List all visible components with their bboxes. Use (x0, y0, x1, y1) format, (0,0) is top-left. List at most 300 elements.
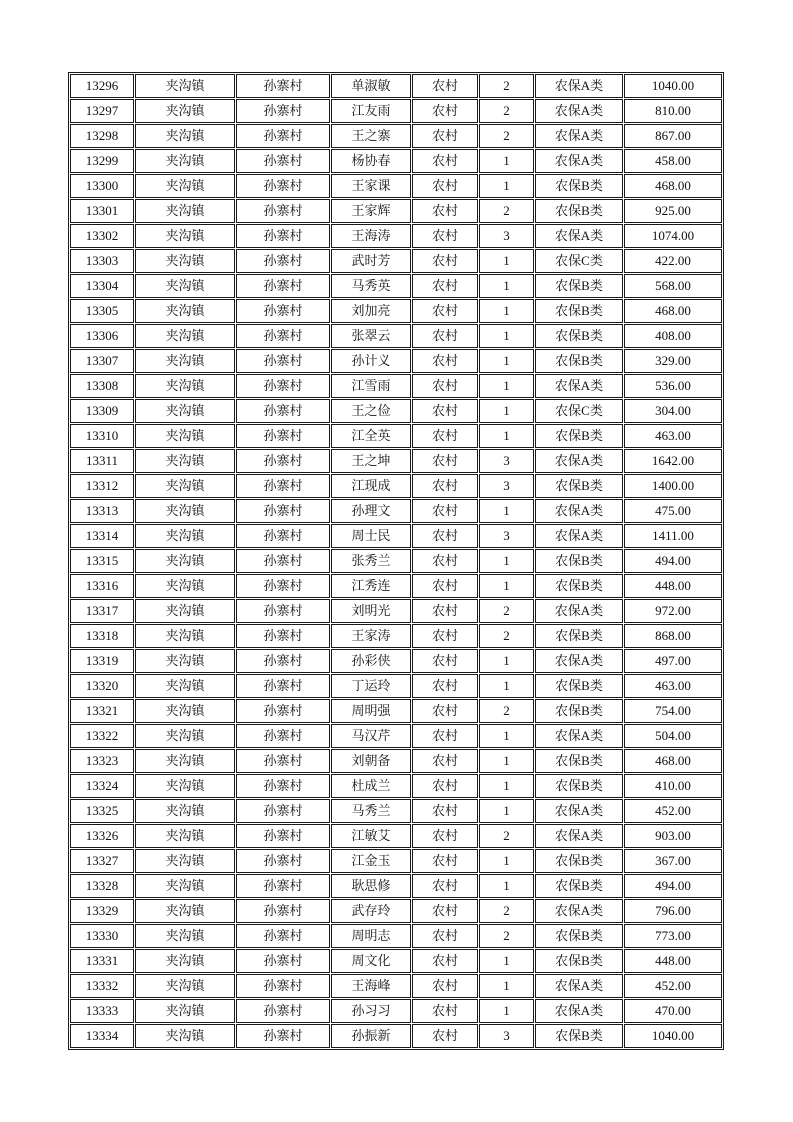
cell-person-count: 1 (479, 299, 534, 323)
cell-village: 孙寨村 (236, 274, 330, 298)
cell-residence-type: 农村 (412, 324, 478, 348)
cell-insurance-category: 农保B类 (535, 574, 623, 598)
cell-person-name: 王家辉 (331, 199, 411, 223)
cell-person-name: 周文化 (331, 949, 411, 973)
cell-village: 孙寨村 (236, 99, 330, 123)
cell-residence-type: 农村 (412, 99, 478, 123)
cell-record-id: 13327 (70, 849, 134, 873)
cell-record-id: 13312 (70, 474, 134, 498)
cell-person-name: 刘明光 (331, 599, 411, 623)
table-row (70, 324, 722, 348)
table-row (70, 699, 722, 723)
cell-insurance-category: 农保B类 (535, 699, 623, 723)
cell-insurance-category: 农保A类 (535, 649, 623, 673)
cell-person-count: 1 (479, 674, 534, 698)
cell-person-name: 孙计义 (331, 349, 411, 373)
cell-village: 孙寨村 (236, 249, 330, 273)
cell-person-name: 王之坤 (331, 449, 411, 473)
cell-town: 夹沟镇 (135, 449, 235, 473)
cell-insurance-category: 农保B类 (535, 874, 623, 898)
cell-insurance-category: 农保B类 (535, 299, 623, 323)
table-row (70, 499, 722, 523)
table-row (70, 849, 722, 873)
cell-insurance-category: 农保A类 (535, 974, 623, 998)
cell-residence-type: 农村 (412, 699, 478, 723)
cell-person-count: 1 (479, 374, 534, 398)
cell-person-name: 江全英 (331, 424, 411, 448)
cell-town: 夹沟镇 (135, 599, 235, 623)
cell-town: 夹沟镇 (135, 249, 235, 273)
cell-residence-type: 农村 (412, 349, 478, 373)
cell-village: 孙寨村 (236, 649, 330, 673)
cell-residence-type: 农村 (412, 849, 478, 873)
cell-person-count: 1 (479, 574, 534, 598)
cell-record-id: 13315 (70, 549, 134, 573)
cell-person-name: 丁运玲 (331, 674, 411, 698)
cell-person-count: 1 (479, 974, 534, 998)
cell-person-name: 武存玲 (331, 899, 411, 923)
cell-record-id: 13311 (70, 449, 134, 473)
cell-town: 夹沟镇 (135, 124, 235, 148)
cell-record-id: 13329 (70, 899, 134, 923)
cell-record-id: 13296 (70, 74, 134, 98)
cell-insurance-category: 农保B类 (535, 274, 623, 298)
cell-insurance-category: 农保A类 (535, 124, 623, 148)
cell-amount: 494.00 (624, 549, 722, 573)
cell-insurance-category: 农保B类 (535, 849, 623, 873)
table-row (70, 824, 722, 848)
cell-residence-type: 农村 (412, 924, 478, 948)
cell-village: 孙寨村 (236, 499, 330, 523)
cell-amount: 568.00 (624, 274, 722, 298)
cell-town: 夹沟镇 (135, 774, 235, 798)
table-row (70, 974, 722, 998)
cell-amount: 452.00 (624, 799, 722, 823)
cell-record-id: 13317 (70, 599, 134, 623)
cell-village: 孙寨村 (236, 749, 330, 773)
cell-amount: 536.00 (624, 374, 722, 398)
cell-town: 夹沟镇 (135, 374, 235, 398)
cell-town: 夹沟镇 (135, 324, 235, 348)
cell-person-count: 1 (479, 149, 534, 173)
cell-person-name: 杨协春 (331, 149, 411, 173)
cell-insurance-category: 农保A类 (535, 374, 623, 398)
cell-record-id: 13323 (70, 749, 134, 773)
cell-record-id: 13305 (70, 299, 134, 323)
cell-amount: 468.00 (624, 174, 722, 198)
cell-insurance-category: 农保A类 (535, 99, 623, 123)
cell-village: 孙寨村 (236, 224, 330, 248)
cell-village: 孙寨村 (236, 424, 330, 448)
cell-town: 夹沟镇 (135, 399, 235, 423)
cell-record-id: 13304 (70, 274, 134, 298)
cell-record-id: 13314 (70, 524, 134, 548)
cell-insurance-category: 农保B类 (535, 174, 623, 198)
cell-town: 夹沟镇 (135, 799, 235, 823)
cell-residence-type: 农村 (412, 499, 478, 523)
cell-insurance-category: 农保B类 (535, 924, 623, 948)
cell-person-count: 1 (479, 174, 534, 198)
cell-village: 孙寨村 (236, 799, 330, 823)
cell-person-count: 1 (479, 349, 534, 373)
table-row (70, 1024, 722, 1048)
cell-person-name: 王之俭 (331, 399, 411, 423)
cell-person-count: 1 (479, 724, 534, 748)
cell-record-id: 13309 (70, 399, 134, 423)
cell-town: 夹沟镇 (135, 624, 235, 648)
cell-person-count: 1 (479, 999, 534, 1023)
cell-person-count: 2 (479, 924, 534, 948)
table-row (70, 224, 722, 248)
cell-person-name: 王之寨 (331, 124, 411, 148)
cell-insurance-category: 农保B类 (535, 199, 623, 223)
table-row (70, 574, 722, 598)
cell-person-count: 1 (479, 399, 534, 423)
cell-record-id: 13319 (70, 649, 134, 673)
cell-town: 夹沟镇 (135, 174, 235, 198)
cell-village: 孙寨村 (236, 324, 330, 348)
cell-insurance-category: 农保A类 (535, 224, 623, 248)
cell-insurance-category: 农保A类 (535, 824, 623, 848)
cell-record-id: 13303 (70, 249, 134, 273)
cell-village: 孙寨村 (236, 524, 330, 548)
cell-residence-type: 农村 (412, 824, 478, 848)
cell-village: 孙寨村 (236, 349, 330, 373)
cell-person-count: 2 (479, 899, 534, 923)
table-row (70, 474, 722, 498)
cell-town: 夹沟镇 (135, 924, 235, 948)
cell-town: 夹沟镇 (135, 724, 235, 748)
cell-record-id: 13331 (70, 949, 134, 973)
cell-town: 夹沟镇 (135, 649, 235, 673)
cell-person-name: 孙理文 (331, 499, 411, 523)
table-row (70, 799, 722, 823)
cell-person-name: 杜成兰 (331, 774, 411, 798)
cell-insurance-category: 农保B类 (535, 349, 623, 373)
cell-village: 孙寨村 (236, 624, 330, 648)
cell-town: 夹沟镇 (135, 974, 235, 998)
cell-person-name: 江金玉 (331, 849, 411, 873)
cell-insurance-category: 农保B类 (535, 324, 623, 348)
cell-record-id: 13307 (70, 349, 134, 373)
cell-person-count: 3 (479, 449, 534, 473)
cell-person-name: 江雪雨 (331, 374, 411, 398)
cell-village: 孙寨村 (236, 974, 330, 998)
cell-town: 夹沟镇 (135, 149, 235, 173)
table-row (70, 99, 722, 123)
cell-insurance-category: 农保A类 (535, 524, 623, 548)
cell-village: 孙寨村 (236, 724, 330, 748)
cell-person-count: 2 (479, 74, 534, 98)
cell-residence-type: 农村 (412, 1024, 478, 1048)
cell-record-id: 13320 (70, 674, 134, 698)
cell-person-name: 周明强 (331, 699, 411, 723)
table-row (70, 899, 722, 923)
cell-town: 夹沟镇 (135, 549, 235, 573)
cell-insurance-category: 农保A类 (535, 899, 623, 923)
cell-person-name: 周士民 (331, 524, 411, 548)
cell-insurance-category: 农保B类 (535, 749, 623, 773)
cell-town: 夹沟镇 (135, 99, 235, 123)
cell-insurance-category: 农保A类 (535, 999, 623, 1023)
cell-amount: 868.00 (624, 624, 722, 648)
cell-person-name: 单淑敏 (331, 74, 411, 98)
cell-residence-type: 农村 (412, 999, 478, 1023)
cell-person-count: 3 (479, 1024, 534, 1048)
cell-person-count: 3 (479, 224, 534, 248)
cell-amount: 773.00 (624, 924, 722, 948)
cell-amount: 329.00 (624, 349, 722, 373)
cell-insurance-category: 农保A类 (535, 599, 623, 623)
table-row (70, 949, 722, 973)
cell-insurance-category: 农保A类 (535, 799, 623, 823)
cell-amount: 458.00 (624, 149, 722, 173)
cell-person-count: 2 (479, 824, 534, 848)
cell-amount: 408.00 (624, 324, 722, 348)
cell-person-count: 2 (479, 99, 534, 123)
cell-insurance-category: 农保B类 (535, 949, 623, 973)
cell-town: 夹沟镇 (135, 224, 235, 248)
cell-person-name: 马秀兰 (331, 799, 411, 823)
cell-village: 孙寨村 (236, 949, 330, 973)
cell-amount: 1411.00 (624, 524, 722, 548)
cell-person-name: 张秀兰 (331, 549, 411, 573)
cell-village: 孙寨村 (236, 149, 330, 173)
cell-record-id: 13322 (70, 724, 134, 748)
cell-village: 孙寨村 (236, 1024, 330, 1048)
cell-town: 夹沟镇 (135, 574, 235, 598)
cell-amount: 1040.00 (624, 74, 722, 98)
cell-amount: 903.00 (624, 824, 722, 848)
cell-town: 夹沟镇 (135, 849, 235, 873)
cell-person-name: 武时芳 (331, 249, 411, 273)
cell-record-id: 13297 (70, 99, 134, 123)
cell-town: 夹沟镇 (135, 499, 235, 523)
cell-insurance-category: 农保B类 (535, 474, 623, 498)
payment-table-body (70, 74, 722, 1048)
cell-record-id: 13299 (70, 149, 134, 173)
cell-village: 孙寨村 (236, 824, 330, 848)
cell-village: 孙寨村 (236, 899, 330, 923)
cell-record-id: 13321 (70, 699, 134, 723)
cell-person-count: 1 (479, 249, 534, 273)
cell-residence-type: 农村 (412, 974, 478, 998)
cell-residence-type: 农村 (412, 749, 478, 773)
cell-town: 夹沟镇 (135, 474, 235, 498)
cell-record-id: 13308 (70, 374, 134, 398)
cell-person-count: 1 (479, 774, 534, 798)
cell-record-id: 13310 (70, 424, 134, 448)
table-row (70, 724, 722, 748)
cell-residence-type: 农村 (412, 524, 478, 548)
cell-village: 孙寨村 (236, 299, 330, 323)
cell-village: 孙寨村 (236, 574, 330, 598)
cell-insurance-category: 农保A类 (535, 724, 623, 748)
cell-amount: 1074.00 (624, 224, 722, 248)
cell-insurance-category: 农保B类 (535, 549, 623, 573)
cell-village: 孙寨村 (236, 74, 330, 98)
cell-record-id: 13328 (70, 874, 134, 898)
cell-person-count: 2 (479, 699, 534, 723)
table-row (70, 599, 722, 623)
cell-village: 孙寨村 (236, 674, 330, 698)
cell-insurance-category: 农保B类 (535, 624, 623, 648)
cell-amount: 497.00 (624, 649, 722, 673)
cell-village: 孙寨村 (236, 549, 330, 573)
cell-residence-type: 农村 (412, 874, 478, 898)
cell-town: 夹沟镇 (135, 999, 235, 1023)
cell-town: 夹沟镇 (135, 299, 235, 323)
cell-person-count: 1 (479, 949, 534, 973)
cell-amount: 1642.00 (624, 449, 722, 473)
cell-town: 夹沟镇 (135, 749, 235, 773)
cell-person-count: 1 (479, 799, 534, 823)
cell-village: 孙寨村 (236, 124, 330, 148)
cell-person-name: 王家课 (331, 174, 411, 198)
cell-person-count: 1 (479, 549, 534, 573)
cell-amount: 504.00 (624, 724, 722, 748)
cell-record-id: 13316 (70, 574, 134, 598)
cell-record-id: 13334 (70, 1024, 134, 1048)
cell-town: 夹沟镇 (135, 349, 235, 373)
cell-person-count: 1 (479, 749, 534, 773)
cell-amount: 452.00 (624, 974, 722, 998)
cell-amount: 463.00 (624, 674, 722, 698)
cell-residence-type: 农村 (412, 899, 478, 923)
cell-person-name: 张翠云 (331, 324, 411, 348)
cell-record-id: 13330 (70, 924, 134, 948)
cell-person-name: 王家涛 (331, 624, 411, 648)
cell-record-id: 13324 (70, 774, 134, 798)
cell-record-id: 13306 (70, 324, 134, 348)
cell-insurance-category: 农保C类 (535, 399, 623, 423)
cell-person-name: 马汉芹 (331, 724, 411, 748)
cell-insurance-category: 农保B类 (535, 424, 623, 448)
table-row (70, 124, 722, 148)
cell-insurance-category: 农保B类 (535, 1024, 623, 1048)
cell-residence-type: 农村 (412, 199, 478, 223)
cell-town: 夹沟镇 (135, 1024, 235, 1048)
cell-town: 夹沟镇 (135, 424, 235, 448)
cell-record-id: 13318 (70, 624, 134, 648)
cell-amount: 448.00 (624, 574, 722, 598)
cell-amount: 468.00 (624, 299, 722, 323)
cell-town: 夹沟镇 (135, 674, 235, 698)
cell-amount: 463.00 (624, 424, 722, 448)
cell-insurance-category: 农保B类 (535, 674, 623, 698)
cell-residence-type: 农村 (412, 474, 478, 498)
cell-village: 孙寨村 (236, 399, 330, 423)
table-row (70, 349, 722, 373)
table-row (70, 774, 722, 798)
cell-town: 夹沟镇 (135, 74, 235, 98)
cell-person-name: 江秀连 (331, 574, 411, 598)
cell-residence-type: 农村 (412, 224, 478, 248)
table-row (70, 174, 722, 198)
cell-record-id: 13326 (70, 824, 134, 848)
cell-village: 孙寨村 (236, 849, 330, 873)
cell-amount: 810.00 (624, 99, 722, 123)
table-row (70, 249, 722, 273)
cell-person-count: 1 (479, 424, 534, 448)
payment-table (68, 72, 724, 1050)
cell-amount: 448.00 (624, 949, 722, 973)
cell-amount: 422.00 (624, 249, 722, 273)
cell-insurance-category: 农保A类 (535, 149, 623, 173)
cell-residence-type: 农村 (412, 449, 478, 473)
cell-amount: 410.00 (624, 774, 722, 798)
cell-residence-type: 农村 (412, 149, 478, 173)
cell-record-id: 13333 (70, 999, 134, 1023)
cell-village: 孙寨村 (236, 699, 330, 723)
cell-person-name: 江敏艾 (331, 824, 411, 848)
cell-town: 夹沟镇 (135, 899, 235, 923)
cell-residence-type: 农村 (412, 599, 478, 623)
cell-insurance-category: 农保A类 (535, 449, 623, 473)
table-row (70, 549, 722, 573)
cell-person-count: 2 (479, 199, 534, 223)
cell-village: 孙寨村 (236, 774, 330, 798)
cell-amount: 304.00 (624, 399, 722, 423)
cell-amount: 867.00 (624, 124, 722, 148)
cell-amount: 754.00 (624, 699, 722, 723)
table-row (70, 299, 722, 323)
table-row (70, 74, 722, 98)
cell-town: 夹沟镇 (135, 699, 235, 723)
cell-residence-type: 农村 (412, 949, 478, 973)
cell-person-name: 江现成 (331, 474, 411, 498)
cell-insurance-category: 农保A类 (535, 499, 623, 523)
cell-amount: 475.00 (624, 499, 722, 523)
cell-amount: 1040.00 (624, 1024, 722, 1048)
cell-town: 夹沟镇 (135, 199, 235, 223)
cell-residence-type: 农村 (412, 549, 478, 573)
cell-residence-type: 农村 (412, 399, 478, 423)
cell-residence-type: 农村 (412, 274, 478, 298)
table-row (70, 874, 722, 898)
cell-residence-type: 农村 (412, 74, 478, 98)
cell-village: 孙寨村 (236, 449, 330, 473)
cell-record-id: 13298 (70, 124, 134, 148)
cell-town: 夹沟镇 (135, 524, 235, 548)
table-row (70, 449, 722, 473)
table-row (70, 999, 722, 1023)
cell-residence-type: 农村 (412, 424, 478, 448)
cell-person-count: 3 (479, 474, 534, 498)
cell-person-name: 马秀英 (331, 274, 411, 298)
cell-village: 孙寨村 (236, 599, 330, 623)
table-row (70, 649, 722, 673)
cell-person-name: 王海峰 (331, 974, 411, 998)
cell-record-id: 13325 (70, 799, 134, 823)
table-row (70, 374, 722, 398)
table-row (70, 274, 722, 298)
cell-record-id: 13302 (70, 224, 134, 248)
cell-person-name: 刘朝备 (331, 749, 411, 773)
cell-residence-type: 农村 (412, 574, 478, 598)
cell-person-name: 江友雨 (331, 99, 411, 123)
table-row (70, 199, 722, 223)
table-row (70, 674, 722, 698)
cell-village: 孙寨村 (236, 874, 330, 898)
cell-village: 孙寨村 (236, 999, 330, 1023)
cell-residence-type: 农村 (412, 649, 478, 673)
cell-person-count: 1 (479, 324, 534, 348)
cell-residence-type: 农村 (412, 774, 478, 798)
cell-residence-type: 农村 (412, 124, 478, 148)
cell-person-name: 王海涛 (331, 224, 411, 248)
cell-insurance-category: 农保B类 (535, 774, 623, 798)
